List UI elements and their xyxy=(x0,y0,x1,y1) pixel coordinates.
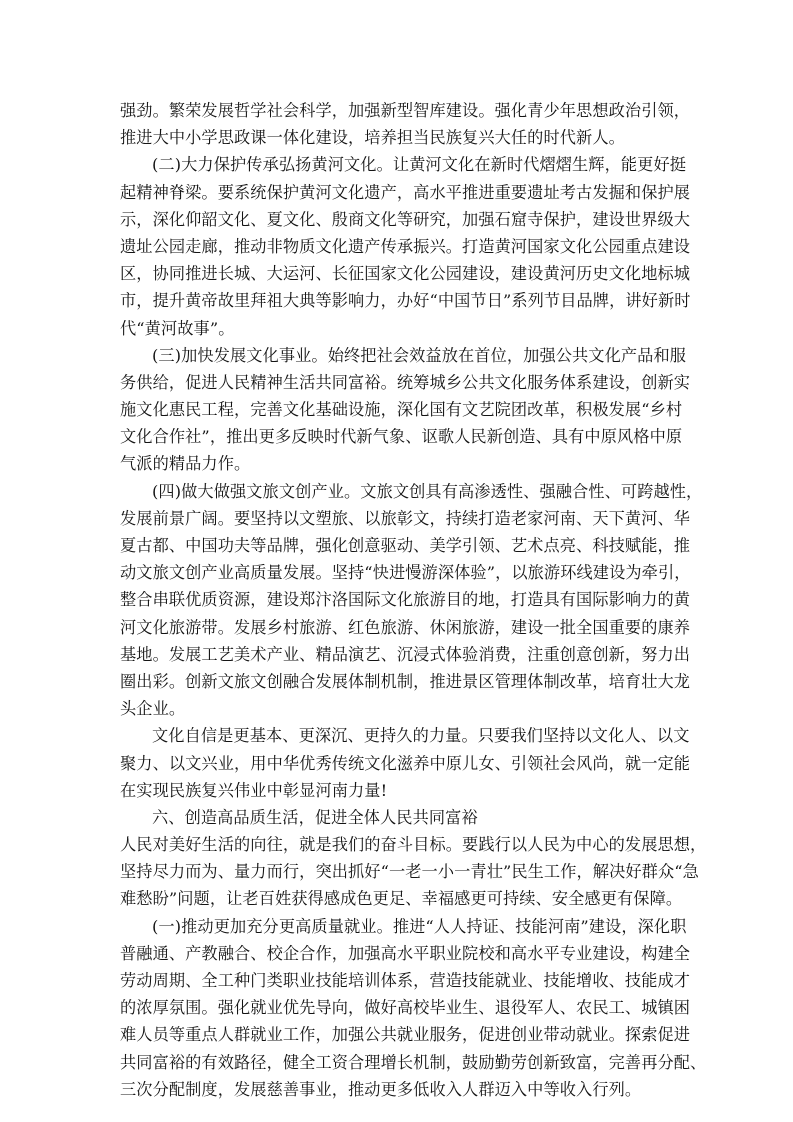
text-line: 劳动周期、全工种门类职业技能培训体系，营造技能就业、技能增收、技能成才 xyxy=(120,971,691,990)
text-line: 普融通、产教融合、校企合作，加强高水平职业院校和高水平专业建设，构建全 xyxy=(120,943,691,963)
para-intro-continuation xyxy=(120,97,691,151)
para-cultural-undertakings xyxy=(120,342,691,478)
text-line: 文化自信是更基本、更深沉、更持久的力量。只要我们坚持以文化人、以文 xyxy=(152,726,690,746)
text-line: 在实现民族复兴伟业中彰显河南力量! xyxy=(120,780,388,800)
section-heading-six xyxy=(120,804,680,831)
text-line: 人民对美好生活的向往，就是我们的奋斗目标。要践行以人民为中心的发展思想， xyxy=(120,835,707,855)
para-cultural-confidence xyxy=(120,722,691,804)
text-line: 遗址公园走廊，推动非物质文化遗产传承振兴。打造黄河国家文化公园重点建设 xyxy=(120,236,691,256)
text-line: 基地。发展工艺美术产业、精品演艺、沉浸式体验消费，注重创意创新，努力出 xyxy=(120,644,691,664)
para-employment xyxy=(120,913,707,1103)
text-line: 示，深化仰韶文化、夏文化、殷商文化等研究，加强石窟寺保护，建设世界级大 xyxy=(120,209,691,229)
para-yellow-river-culture xyxy=(120,151,691,341)
text-line: 头企业。 xyxy=(120,699,186,719)
text-line: 文化合作社”，推出更多反映时代新气象、讴歌人民新创造、具有中原风格中原 xyxy=(120,427,683,447)
text-line: 强劲。繁荣发展哲学社会科学，加强新型智库建设。强化青少年思想政治引领， xyxy=(120,101,691,120)
document-body xyxy=(120,97,707,1103)
text-line: 动文旅文创产业高质量发展。坚持“快进慢游深体验”，以旅游环线建设为牵引， xyxy=(120,563,691,583)
text-line: 坚持尽力而为、量力而行，突出抓好“一老一小一青壮”民生工作，解决好群众“急 xyxy=(120,862,699,882)
text-line: 聚力、以文兴业，用中华优秀传统文化滋养中原儿女、引领社会风尚，就一定能 xyxy=(120,753,691,773)
text-line: 三次分配制度，发展慈善事业，推动更多低收入人群迈入中等收入行列。 xyxy=(120,1079,642,1099)
text-line: 河文化旅游带。发展乡村旅游、红色旅游、休闲旅游，建设一批全国重要的康养 xyxy=(120,617,691,637)
text-line: (二)大力保护传承弘扬黄河文化。让黄河文化在新时代熠熠生辉，能更好挺 xyxy=(152,155,687,175)
text-line: 务供给，促进人民精神生活共同富裕。统筹城乡公共文化服务体系建设，创新实 xyxy=(120,372,691,392)
text-line: 起精神脊梁。要系统保护黄河文化遗产，高水平推进重要遗址考古发掘和保护展 xyxy=(120,182,691,202)
text-line: 气派的精品力作。 xyxy=(120,454,251,474)
text-line: 整合串联优质资源，建设郑汴洛国际文化旅游目的地，打造具有国际影响力的黄 xyxy=(120,590,691,610)
para-cultural-tourism xyxy=(120,478,703,723)
text-line: (四)做大做强文旅文创产业。文旅文创具有高渗透性、强融合性、可跨越性， xyxy=(152,481,703,501)
text-line: 的浓厚氛围。强化就业优先导向，做好高校毕业生、退役军人、农民工、城镇困 xyxy=(120,998,691,1018)
text-line: (一)推动更加充分更高质量就业。推进“人人持证、技能河南”建设，深化职 xyxy=(152,916,687,936)
text-line: 六、创造高品质生活，促进全体人民共同富裕 xyxy=(152,807,478,827)
text-line: 发展前景广阔。要坚持以文塑旅、以旅彰文，持续打造老家河南、天下黄河、华 xyxy=(120,508,691,528)
text-line: 代“黄河故事”。 xyxy=(120,318,235,338)
text-line: 难人员等重点人群就业工作，加强公共就业服务，促进创业带动就业。探索促进 xyxy=(120,1025,691,1045)
text-line: 推进大中小学思政课一体化建设，培养担当民族复兴大任的时代新人。 xyxy=(120,128,625,148)
text-line: 难愁盼”问题，让老百姓获得感成色更足、幸福感更可持续、安全感更有保障。 xyxy=(120,889,683,909)
para-people-aspiration xyxy=(120,831,707,913)
text-line: 市，提升黄帝故里拜祖大典等影响力，办好“中国节日”系列节目品牌，讲好新时 xyxy=(120,291,691,311)
text-line: 圈出彩。创新文旅文创融合发展体制机制，推进景区管理体制改革，培育壮大龙 xyxy=(120,671,691,691)
text-line: 施文化惠民工程，完善文化基础设施，深化国有文艺院团改革，积极发展“乡村 xyxy=(120,400,683,420)
text-line: (三)加快发展文化事业。始终把社会效益放在首位，加强公共文化产品和服 xyxy=(152,345,687,365)
text-line: 区，协同推进长城、大运河、长征国家文化公园建设，建设黄河历史文化地标城 xyxy=(120,264,691,284)
text-line: 共同富裕的有效路径，健全工资合理增长机制，鼓励勤劳创新致富，完善再分配、 xyxy=(120,1052,707,1072)
text-line: 夏古都、中国功夫等品牌，强化创意驱动、美学引领、艺术点亮、科技赋能，推 xyxy=(120,536,691,555)
